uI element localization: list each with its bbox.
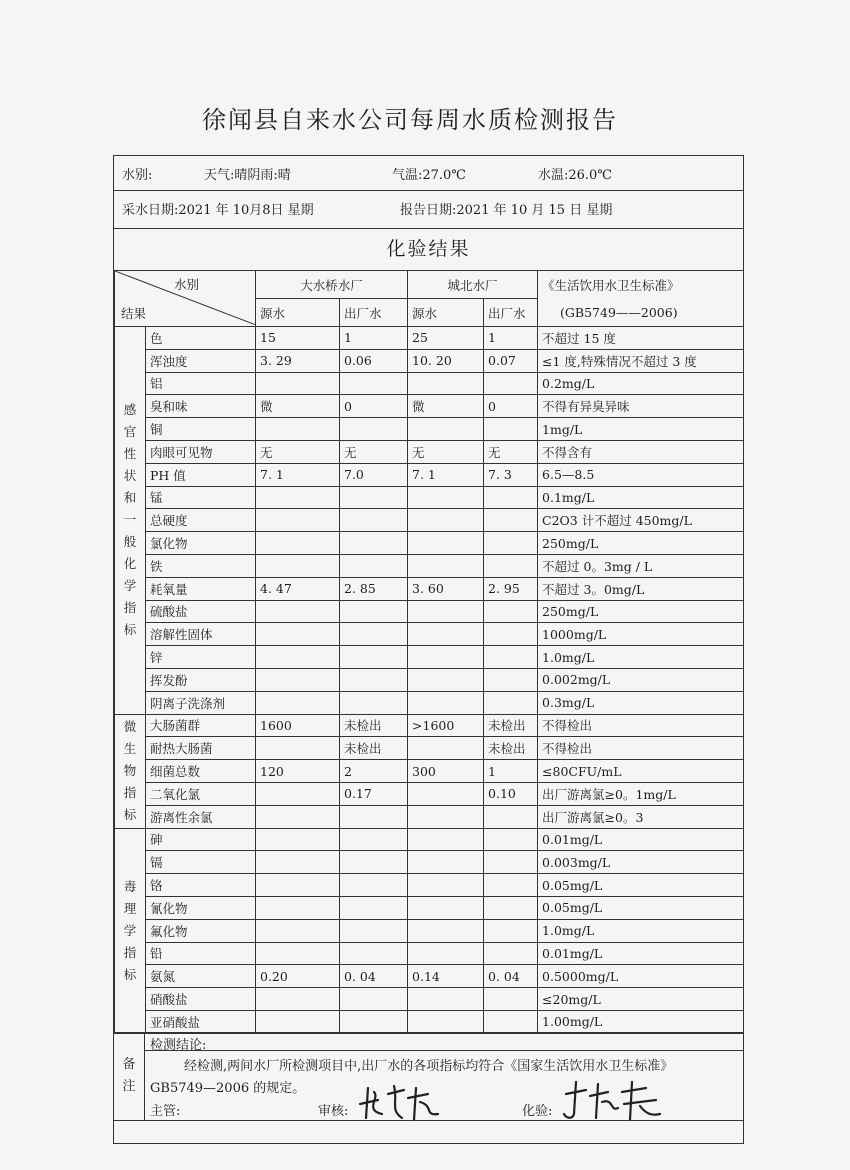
plant1-source-cell: 0.20 xyxy=(256,965,340,988)
plant1-source-cell: 120 xyxy=(256,760,340,783)
corner-top-label: 水别 xyxy=(173,277,199,292)
standard-cell: ≤80CFU/mL xyxy=(538,760,744,783)
plant1-outlet-cell xyxy=(340,851,408,874)
plant2-outlet-cell xyxy=(484,486,538,509)
divider xyxy=(114,228,743,229)
plant2-source-cell xyxy=(408,646,484,669)
plant2-source-cell xyxy=(408,896,484,919)
plant1-outlet-cell xyxy=(340,646,408,669)
plant1-source-cell xyxy=(256,919,340,942)
plant2-outlet-cell xyxy=(484,942,538,965)
notes-label: 备注 xyxy=(122,1057,136,1094)
report-form xyxy=(113,155,744,1144)
water-type-label: 水别: xyxy=(122,168,153,183)
plant1-outlet-cell: 0. 04 xyxy=(340,965,408,988)
plant2-source-cell: 无 xyxy=(408,440,484,463)
plant2-source-cell xyxy=(408,782,484,805)
plant2-source-cell: 300 xyxy=(408,760,484,783)
plant2-outlet-cell xyxy=(484,851,538,874)
plant1-outlet-cell: 0.06 xyxy=(340,349,408,372)
plant1-outlet-cell: 未检出 xyxy=(340,714,408,737)
table-row xyxy=(115,600,744,623)
tester-signature xyxy=(560,1078,670,1124)
plant1-outlet-cell xyxy=(340,418,408,441)
plant2-outlet-cell xyxy=(484,646,538,669)
plant2-source-cell xyxy=(408,942,484,965)
standard-cell: 250mg/L xyxy=(538,532,744,555)
notes-label-cell xyxy=(114,1032,145,1120)
plant1-source-cell: 1600 xyxy=(256,714,340,737)
plant1-source-cell: 15 xyxy=(256,327,340,350)
item-name-cell: 氟化物 xyxy=(146,919,256,942)
table-row xyxy=(115,828,744,851)
plant2-outlet-cell: 无 xyxy=(484,440,538,463)
table-row xyxy=(115,372,744,395)
standard-cell: 1000mg/L xyxy=(538,623,744,646)
standard-cell: 1.00mg/L xyxy=(538,1010,744,1033)
plant1-source-cell xyxy=(256,896,340,919)
item-name-cell: 氨氮 xyxy=(146,965,256,988)
plant1-outlet-cell xyxy=(340,874,408,897)
plant1-source-cell xyxy=(256,554,340,577)
divider xyxy=(114,190,743,191)
plant2-source-cell xyxy=(408,1010,484,1033)
table-row xyxy=(115,1010,744,1033)
plant2-outlet-cell: 未检出 xyxy=(484,737,538,760)
plant2-source-cell: 7. 1 xyxy=(408,463,484,486)
plant2-source-cell xyxy=(408,418,484,441)
plant1-source-cell: 无 xyxy=(256,440,340,463)
standard-cell: 0.003mg/L xyxy=(538,851,744,874)
plant1-source-cell xyxy=(256,372,340,395)
plant1-outlet-cell xyxy=(340,668,408,691)
table-row xyxy=(115,577,744,600)
table-row xyxy=(115,851,744,874)
plant2-source-cell: 0.14 xyxy=(408,965,484,988)
standard-cell: 出厂游离氯≥0。1mg/L xyxy=(538,782,744,805)
standard-cell: 0.3mg/L xyxy=(538,691,744,714)
plant2-source-cell xyxy=(408,874,484,897)
plant1-source-cell xyxy=(256,805,340,828)
corner-bottom-label: 结果 xyxy=(121,306,147,321)
standard-cell: 不得含有 xyxy=(538,440,744,463)
results-table xyxy=(114,270,744,1034)
table-row xyxy=(115,554,744,577)
tester-label: 化验: xyxy=(522,1104,553,1119)
plant1-outlet-cell: 2. 85 xyxy=(340,577,408,600)
plant1-source-header: 源水 xyxy=(256,299,340,327)
item-name-cell: 大肠菌群 xyxy=(146,714,256,737)
standard-cell: ≤20mg/L xyxy=(538,988,744,1011)
plant1-outlet-cell xyxy=(340,486,408,509)
plant1-source-cell: 7. 1 xyxy=(256,463,340,486)
item-name-cell: PH 值 xyxy=(146,463,256,486)
plant1-outlet-cell xyxy=(340,919,408,942)
item-name-cell: 氯化物 xyxy=(146,532,256,555)
plant1-outlet-cell xyxy=(340,1010,408,1033)
plant2-source-cell xyxy=(408,737,484,760)
item-name-cell: 铁 xyxy=(146,554,256,577)
standard-cell: 0.05mg/L xyxy=(538,874,744,897)
plant1-outlet-cell xyxy=(340,509,408,532)
plant1-source-cell xyxy=(256,988,340,1011)
item-name-cell: 铅 xyxy=(146,942,256,965)
plant1-source-cell: 4. 47 xyxy=(256,577,340,600)
standard-cell: 0.1mg/L xyxy=(538,486,744,509)
plant1-outlet-cell xyxy=(340,942,408,965)
standard-cell: 不超过 3。0mg/L xyxy=(538,577,744,600)
standard-header xyxy=(538,271,744,327)
plant2-outlet-cell xyxy=(484,828,538,851)
standard-cell: 不超过 0。3mg / L xyxy=(538,554,744,577)
plant1-source-cell xyxy=(256,486,340,509)
standard-cell: 0.002mg/L xyxy=(538,668,744,691)
table-row xyxy=(115,646,744,669)
plant2-source-cell xyxy=(408,532,484,555)
standard-cell: 0.05mg/L xyxy=(538,896,744,919)
item-name-cell: 氰化物 xyxy=(146,896,256,919)
divider xyxy=(145,1050,743,1051)
air-temp-field: 气温:27.0℃ xyxy=(392,168,466,183)
water-temp-field: 水温:26.0℃ xyxy=(538,168,612,183)
table-row xyxy=(115,782,744,805)
plant1-source-cell: 3. 29 xyxy=(256,349,340,372)
plant2-source-cell: 3. 60 xyxy=(408,577,484,600)
plant2-outlet-cell: 7. 3 xyxy=(484,463,538,486)
plant1-source-cell xyxy=(256,737,340,760)
plant2-outlet-cell: 0.10 xyxy=(484,782,538,805)
item-name-cell: 溶解性固体 xyxy=(146,623,256,646)
standard-cell: 6.5—8.5 xyxy=(538,463,744,486)
plant2-outlet-cell xyxy=(484,988,538,1011)
item-name-cell: 铜 xyxy=(146,418,256,441)
plant1-outlet-cell xyxy=(340,623,408,646)
standard-cell: 0.5000mg/L xyxy=(538,965,744,988)
plant2-outlet-cell: 0.07 xyxy=(484,349,538,372)
table-row xyxy=(115,668,744,691)
table-row xyxy=(115,509,744,532)
plant2-source-cell xyxy=(408,554,484,577)
table-row xyxy=(115,418,744,441)
standard-cell: 不得检出 xyxy=(538,714,744,737)
item-name-cell: 游离性余氯 xyxy=(146,805,256,828)
report-date-field: 报告日期:2021 年 10 月 15 日 星期 xyxy=(400,203,613,218)
plant1-source-cell xyxy=(256,942,340,965)
table-row xyxy=(115,874,744,897)
plant2-outlet-cell xyxy=(484,668,538,691)
plant2-outlet-cell xyxy=(484,532,538,555)
plant2-source-cell: 10. 20 xyxy=(408,349,484,372)
sample-date-field: 采水日期:2021 年 10月8日 星期 xyxy=(122,203,314,218)
plant2-source-cell xyxy=(408,623,484,646)
plant1-source-cell xyxy=(256,851,340,874)
plant2-outlet-header: 出厂水 xyxy=(484,299,538,327)
plant2-outlet-cell xyxy=(484,874,538,897)
plant2-outlet-cell xyxy=(484,623,538,646)
plant1-outlet-cell xyxy=(340,600,408,623)
plant2-outlet-cell xyxy=(484,1010,538,1033)
item-name-cell: 二氧化氯 xyxy=(146,782,256,805)
plant1-source-cell xyxy=(256,418,340,441)
item-name-cell: 亚硝酸盐 xyxy=(146,1010,256,1033)
divider xyxy=(114,1120,743,1121)
plant2-source-cell xyxy=(408,372,484,395)
plant2-source-header: 源水 xyxy=(408,299,484,327)
reviewer-label: 审核: xyxy=(318,1104,349,1119)
plant2-outlet-cell xyxy=(484,509,538,532)
plant2-source-cell: 25 xyxy=(408,327,484,350)
table-row xyxy=(115,714,744,737)
conclusion-text-line2: GB5749—2006 的规定。 xyxy=(150,1081,306,1096)
table-row xyxy=(115,463,744,486)
category-text: 毒理学指标 xyxy=(123,878,137,982)
plant1-source-cell xyxy=(256,1010,340,1033)
item-name-cell: 铬 xyxy=(146,874,256,897)
table-row xyxy=(115,691,744,714)
standard-cell: 0.01mg/L xyxy=(538,828,744,851)
item-name-cell: 肉眼可见物 xyxy=(146,440,256,463)
plant1-header: 大水桥水厂 xyxy=(256,271,408,299)
plant2-source-cell xyxy=(408,828,484,851)
item-name-cell: 阴离子洗涤剂 xyxy=(146,691,256,714)
table-row xyxy=(115,349,744,372)
standard-line2: (GB5749——2006) xyxy=(560,304,678,320)
plant2-source-cell xyxy=(408,988,484,1011)
plant1-outlet-cell: 无 xyxy=(340,440,408,463)
table-row xyxy=(115,896,744,919)
plant2-source-cell xyxy=(408,805,484,828)
standard-cell: C2O3 计不超过 450mg/L xyxy=(538,509,744,532)
plant1-outlet-cell xyxy=(340,896,408,919)
standard-cell: 1mg/L xyxy=(538,418,744,441)
item-name-cell: 耐热大肠菌 xyxy=(146,737,256,760)
weather-field: 天气:晴阴雨:晴 xyxy=(204,168,291,183)
sensory-category-label xyxy=(115,327,146,715)
plant1-source-cell xyxy=(256,509,340,532)
plant1-outlet-cell: 2 xyxy=(340,760,408,783)
micro-category-label xyxy=(115,714,146,828)
plant1-source-cell xyxy=(256,646,340,669)
table-row xyxy=(115,942,744,965)
plant2-outlet-cell: 未检出 xyxy=(484,714,538,737)
standard-line1: 《生活饮用水卫生标准》 xyxy=(542,277,680,293)
reviewer-signature xyxy=(354,1080,444,1124)
plant1-outlet-cell xyxy=(340,805,408,828)
plant1-source-cell xyxy=(256,600,340,623)
plant1-outlet-cell: 0 xyxy=(340,395,408,418)
plant1-outlet-cell: 1 xyxy=(340,327,408,350)
plant2-outlet-cell xyxy=(484,896,538,919)
header-corner-cell xyxy=(115,271,256,327)
plant2-outlet-cell: 2. 95 xyxy=(484,577,538,600)
tox-category-label xyxy=(115,828,146,1033)
plant1-source-cell xyxy=(256,623,340,646)
plant2-outlet-cell xyxy=(484,418,538,441)
plant2-source-cell xyxy=(408,919,484,942)
plant1-outlet-cell xyxy=(340,554,408,577)
standard-cell: 不超过 15 度 xyxy=(538,327,744,350)
item-name-cell: 硝酸盐 xyxy=(146,988,256,1011)
category-text: 感官性状和一般化学指标 xyxy=(123,402,137,638)
plant1-outlet-cell xyxy=(340,691,408,714)
plant1-outlet-cell: 7.0 xyxy=(340,463,408,486)
item-name-cell: 浑浊度 xyxy=(146,349,256,372)
results-heading: 化验结果 xyxy=(386,238,471,260)
plant2-outlet-cell xyxy=(484,372,538,395)
plant2-source-cell xyxy=(408,691,484,714)
item-name-cell: 耗氧量 xyxy=(146,577,256,600)
plant1-outlet-cell: 未检出 xyxy=(340,737,408,760)
standard-cell: 不得检出 xyxy=(538,737,744,760)
table-row xyxy=(115,760,744,783)
plant1-source-cell xyxy=(256,874,340,897)
standard-cell: 0.2mg/L xyxy=(538,372,744,395)
plant2-outlet-cell xyxy=(484,805,538,828)
plant2-source-cell xyxy=(408,851,484,874)
item-name-cell: 硫酸盐 xyxy=(146,600,256,623)
plant2-outlet-cell: 1 xyxy=(484,760,538,783)
standard-cell: 250mg/L xyxy=(538,600,744,623)
plant2-header: 城北水厂 xyxy=(408,271,538,299)
item-name-cell: 锌 xyxy=(146,646,256,669)
plant2-outlet-cell: 0 xyxy=(484,395,538,418)
standard-cell: 不得有异臭异味 xyxy=(538,395,744,418)
standard-cell: 1.0mg/L xyxy=(538,919,744,942)
standard-cell: 出厂游离氯≥0。3 xyxy=(538,805,744,828)
table-row xyxy=(115,486,744,509)
plant2-source-cell: 微 xyxy=(408,395,484,418)
item-name-cell: 臭和味 xyxy=(146,395,256,418)
plant1-source-cell xyxy=(256,668,340,691)
table-row xyxy=(115,988,744,1011)
plant2-source-cell xyxy=(408,668,484,691)
plant1-source-cell xyxy=(256,828,340,851)
item-name-cell: 砷 xyxy=(146,828,256,851)
item-name-cell: 铝 xyxy=(146,372,256,395)
divider xyxy=(114,1032,743,1033)
plant2-outlet-cell xyxy=(484,600,538,623)
standard-cell: ≤1 度,特殊情况不超过 3 度 xyxy=(538,349,744,372)
plant1-outlet-cell xyxy=(340,532,408,555)
standard-cell: 1.0mg/L xyxy=(538,646,744,669)
conclusion-label: 检测结论: xyxy=(150,1038,207,1053)
conclusion-text-line1: 经检测,两间水厂所检测项目中,出厂水的各项指标均符合《国家生活饮用水卫生标准》 xyxy=(184,1059,674,1074)
plant2-outlet-cell xyxy=(484,691,538,714)
plant2-source-cell xyxy=(408,486,484,509)
plant1-source-cell xyxy=(256,691,340,714)
plant1-outlet-header: 出厂水 xyxy=(340,299,408,327)
table-row xyxy=(115,440,744,463)
plant1-source-cell xyxy=(256,782,340,805)
table-row xyxy=(115,327,744,350)
plant1-outlet-cell xyxy=(340,372,408,395)
table-row xyxy=(115,805,744,828)
plant1-outlet-cell xyxy=(340,828,408,851)
table-row xyxy=(115,965,744,988)
table-row xyxy=(115,737,744,760)
plant2-outlet-cell xyxy=(484,554,538,577)
plant1-source-cell: 微 xyxy=(256,395,340,418)
table-row xyxy=(115,532,744,555)
item-name-cell: 锰 xyxy=(146,486,256,509)
plant2-outlet-cell: 0. 04 xyxy=(484,965,538,988)
item-name-cell: 挥发酚 xyxy=(146,668,256,691)
table-row xyxy=(115,623,744,646)
item-name-cell: 总硬度 xyxy=(146,509,256,532)
item-name-cell: 镉 xyxy=(146,851,256,874)
category-text: 微生物指标 xyxy=(123,719,137,823)
plant2-source-cell xyxy=(408,600,484,623)
plant1-source-cell xyxy=(256,532,340,555)
plant2-outlet-cell xyxy=(484,919,538,942)
plant2-source-cell xyxy=(408,509,484,532)
report-title: 徐闻县自来水公司每周水质检测报告 xyxy=(202,106,618,134)
plant2-source-cell: >1600 xyxy=(408,714,484,737)
plant2-outlet-cell: 1 xyxy=(484,327,538,350)
table-row xyxy=(115,395,744,418)
table-row xyxy=(115,919,744,942)
item-name-cell: 色 xyxy=(146,327,256,350)
plant1-outlet-cell xyxy=(340,988,408,1011)
plant1-outlet-cell: 0.17 xyxy=(340,782,408,805)
supervisor-label: 主管: xyxy=(150,1104,181,1119)
standard-cell: 0.01mg/L xyxy=(538,942,744,965)
item-name-cell: 细菌总数 xyxy=(146,760,256,783)
